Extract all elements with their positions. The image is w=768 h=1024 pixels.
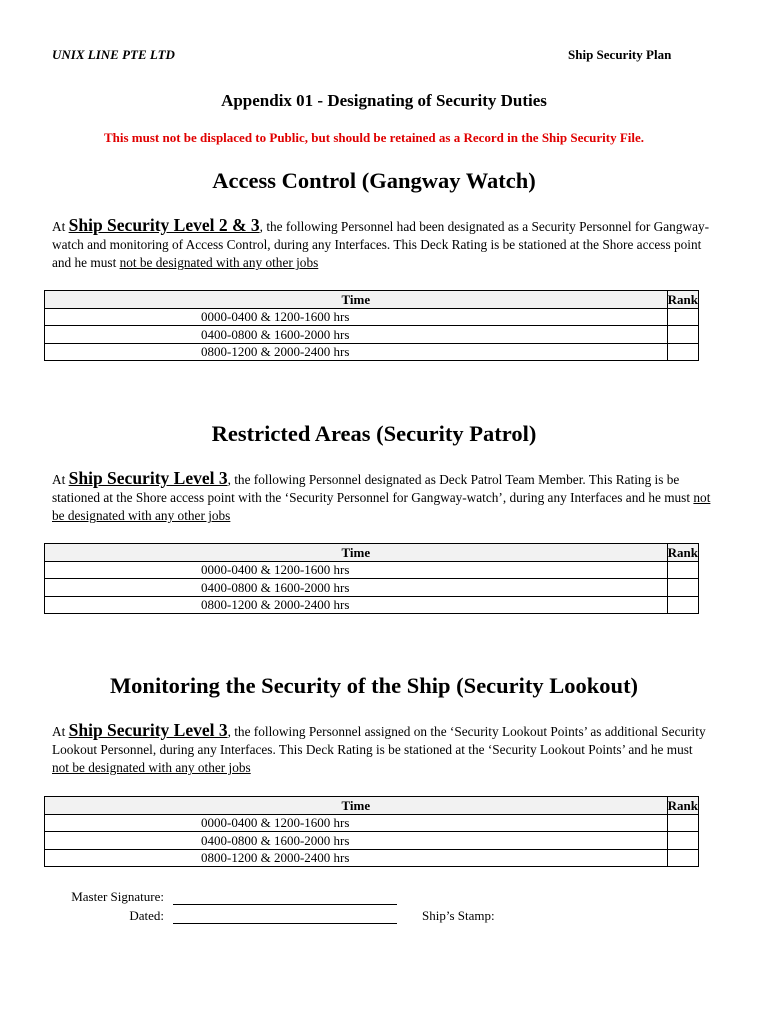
section-title-access-control: Access Control (Gangway Watch) (212, 168, 536, 193)
time-cell: 0800-1200 & 2000-2400 hrs (45, 343, 668, 361)
table-row (45, 561, 699, 579)
intro-prefix: At (52, 219, 69, 234)
intro-text: , the following Personnel assigned on the ‘Security Lookout Points’ as additional Security Lookout Personnel, during any Interfaces. This Deck Rating is be stationed at the ‘Security Lookout Points’ and he must (52, 724, 706, 758)
intro-underlined-text: not be designated with any other jobs (52, 490, 711, 524)
rank-cell[interactable] (667, 849, 698, 867)
table-row (45, 326, 699, 344)
rank-cell[interactable] (667, 579, 698, 597)
time-cell: 0000-0400 & 1200-1600 hrs (45, 308, 668, 326)
security-level: Ship Security Level 2 & 3 (68, 215, 260, 235)
time-cell: 0400-0800 & 1600-2000 hrs (45, 579, 668, 597)
intro-underlined-text: not be designated with any other jobs (119, 255, 319, 271)
section-title-security-lookout: Monitoring the Security of the Ship (Security Lookout) (109, 673, 639, 698)
rank-header: Rank (667, 291, 698, 307)
rank-cell[interactable] (667, 343, 698, 361)
table-header-row (45, 544, 699, 562)
company-name: UNIX LINE PTE LTD (52, 47, 175, 62)
ship-stamp-label: Ship’s Stamp: (422, 908, 495, 923)
table-header-row (45, 291, 699, 309)
time-cell: 0000-0400 & 1200-1600 hrs (45, 561, 668, 579)
time-cell: 0400-0800 & 1600-2000 hrs (45, 326, 668, 344)
section-title-restricted-areas: Restricted Areas (Security Patrol) (211, 421, 537, 446)
security-level: Ship Security Level 3 (68, 720, 228, 740)
master-signature-label: Master Signature: (71, 889, 164, 904)
rank-cell[interactable] (667, 308, 698, 326)
table-header-row (45, 797, 699, 815)
time-cell: 0800-1200 & 2000-2400 hrs (45, 596, 668, 614)
time-cell: 0400-0800 & 1600-2000 hrs (45, 832, 668, 850)
time-cell: 0800-1200 & 2000-2400 hrs (45, 849, 668, 867)
section-intro-security-lookout (52, 721, 712, 778)
table-row (45, 596, 699, 614)
rank-cell[interactable] (667, 814, 698, 832)
duty-table-restricted-areas (44, 543, 699, 614)
document-name: Ship Security Plan (568, 47, 672, 62)
table-row (45, 308, 699, 326)
rank-cell[interactable] (667, 596, 698, 614)
section-intro-restricted-areas (52, 469, 712, 526)
time-header: Time (45, 797, 668, 815)
intro-underlined-text: not be designated with any other jobs (52, 760, 251, 776)
intro-prefix: At (52, 724, 69, 739)
table-row (45, 849, 699, 867)
master-signature-line[interactable] (173, 904, 397, 905)
rank-cell[interactable] (667, 561, 698, 579)
rank-cell[interactable] (667, 326, 698, 344)
duty-table-security-lookout (44, 796, 699, 867)
confidentiality-warning: This must not be displaced to Public, but should be retained as a Record in the Ship Security File. (103, 130, 645, 145)
time-header: Time (45, 291, 668, 309)
table-row (45, 579, 699, 597)
table-row (45, 343, 699, 361)
rank-header: Rank (667, 797, 698, 813)
intro-text: , the following Personnel designated as Deck Patrol Team Member. This Rating is be stationed at the Shore access point with the ‘Security Personnel for Gangway-watch’, during any Interfaces and he must (52, 472, 694, 506)
security-level: Ship Security Level 3 (68, 468, 228, 488)
section-intro-access-control (52, 216, 712, 273)
dated-line[interactable] (173, 923, 397, 924)
intro-text: , the following Personnel had been designated as a Security Personnel for Gangway-watch and monitoring of Access Control, during any Interfaces. This Deck Rating is be stationed at the Shore access point and he must (52, 219, 710, 271)
time-header: Time (45, 544, 668, 562)
dated-label: Dated: (129, 908, 164, 923)
appendix-title: Appendix 01 - Designating of Security Duties (221, 91, 547, 110)
table-row (45, 832, 699, 850)
rank-header: Rank (667, 544, 698, 560)
time-cell: 0000-0400 & 1200-1600 hrs (45, 814, 668, 832)
table-row (45, 814, 699, 832)
rank-cell[interactable] (667, 832, 698, 850)
duty-table-access-control (44, 290, 699, 361)
intro-prefix: At (52, 472, 69, 487)
